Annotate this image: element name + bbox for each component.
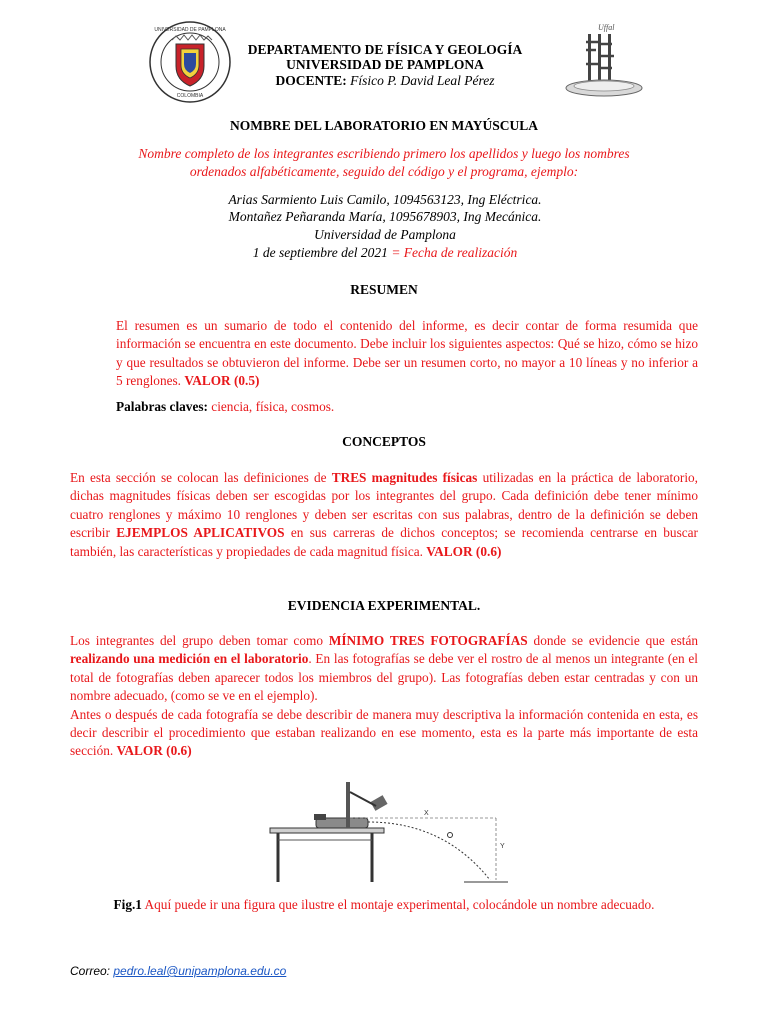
seal-bottom-text: COLOMBIA [176,93,204,99]
conceptos-bold-a: TRES magnitudes físicas [331,470,478,485]
x-label: X [424,810,429,817]
figure-caption-label: Fig.1 [113,897,142,912]
figure-caption-text: Aquí puede ir una figura que ilustre el montaje experimental, colocándole un nombre adecuado. [141,897,655,912]
evidencia-text [70,632,698,761]
author-instructions [60,145,708,180]
department-logo [562,20,646,102]
instructions-line-1: Nombre completo de los integrantes escribiendo primero los apellidos y luego los nombres [138,146,630,161]
keywords-label: Palabras claves: [116,399,208,414]
conceptos-text-c: en sus carreras de dichos conceptos; se recomienda centrarse en buscar también, las características y propiedades de cada magnitud física. [70,525,698,559]
evidencia-text-c: . En las fotografías se debe ver el rostro de al menos un integrante (en el total de fotografías deben aparecer todos los miembros del grupo). Las fotografías deben estar centradas y con un nombre adecuado, (como se ve en el ejemplo). [70,651,698,704]
experiment-figure [264,778,510,886]
evidencia-bold-a: MÍNIMO TRES FOTOGRAFÍAS [328,633,528,648]
evidencia-bold-b: realizando una medición en el laboratorio [70,651,309,667]
evidencia-title: EVIDENCIA EXPERIMENTAL. [287,598,481,613]
docente-name: Físico P. David Leal Pérez [350,73,495,88]
lab-title: NOMBRE DEL LABORATORIO EN MAYÚSCULA [229,118,539,133]
projectile [448,833,453,838]
logo-text: Uffal [598,23,615,32]
y-label: Y [500,843,505,850]
seal-top-text: UNIVERSIDAD DE PAMPLONA [154,27,226,33]
resumen-valor: VALOR (0.5) [184,373,260,389]
resumen-text [116,317,698,391]
launcher-clamp [314,814,326,820]
resumen-body: El resumen es un sumario de todo el contenido del informe, es decir contar de forma resumida que información se encuentra en este documento. Debe incluir los siguientes aspectos: Qué se hizo, cómo se hizo y que resultados se obtuvieron del informe. Debe ser un resumen corto, no mayor a 10 líneas y no inferior a 5 renglones. [116,318,698,389]
university-line: Universidad de Pamplona [314,227,456,242]
conceptos-text-b: utilizadas en la práctica de laboratorio, dichas magnitudes físicas deben ser escogidas por los integrantes del grupo. Cada definición debe tener mínimo cuatro renglones y máximo 10 renglones y deben ser escritas con sus palabras, dentro de la definición se deben escribir [70,470,698,541]
conceptos-title: CONCEPTOS [342,434,426,449]
department-name: DEPARTAMENTO DE FÍSICA Y GEOLOGÍA [247,42,523,57]
conceptos-text-a: En esta sección se colocan las definiciones de [70,470,332,485]
launch-rod [350,792,376,806]
evidencia-valor: VALOR (0.6) [116,743,192,759]
angled-block [370,795,387,811]
university-name: UNIVERSIDAD DE PAMPLONA [286,57,484,72]
email-label: Correo: [70,964,114,978]
table-top [270,828,384,833]
keywords-line [116,398,334,416]
author-1: Arias Sarmiento Luis Camilo, 1094563123, Ing Eléctrica. [228,192,542,207]
evidencia-text-b: donde se evidencie que están [527,633,698,648]
figure-caption [96,896,672,914]
date-note: = Fecha de realización [387,245,518,260]
trajectory [368,822,490,880]
conceptos-text [70,469,698,561]
author-2: Montañez Peñaranda María, 1095678903, Ing Mecánica. [228,209,542,224]
conceptos-bold-b: EJEMPLOS APLICATIVOS [116,525,285,541]
evidencia-text-a: Los integrantes del grupo deben tomar como [70,633,329,648]
footer-email [70,964,286,978]
date-line [150,244,620,262]
docente-label: DOCENTE: [275,73,347,88]
conceptos-valor: VALOR (0.6) [426,543,502,559]
keywords: ciencia, física, cosmos. [207,399,335,414]
evidencia-text-d: Antes o después de cada fotografía se debe describir de manera muy descriptiva la información contenida en esta, es decir describir el procedimiento que estaban realizando en ese momento, esta es la parte más importante de esta sección. [70,706,698,759]
docente-line [200,73,570,88]
date: 1 de septiembre del 2021 [252,245,388,260]
resumen-title: RESUMEN [350,282,418,297]
support-pole [346,782,350,828]
email-link[interactable]: pedro.leal@unipamplona.edu.co [113,964,287,978]
instructions-line-2: ordenados alfabéticamente, seguido del código y el programa, ejemplo: [189,163,579,179]
